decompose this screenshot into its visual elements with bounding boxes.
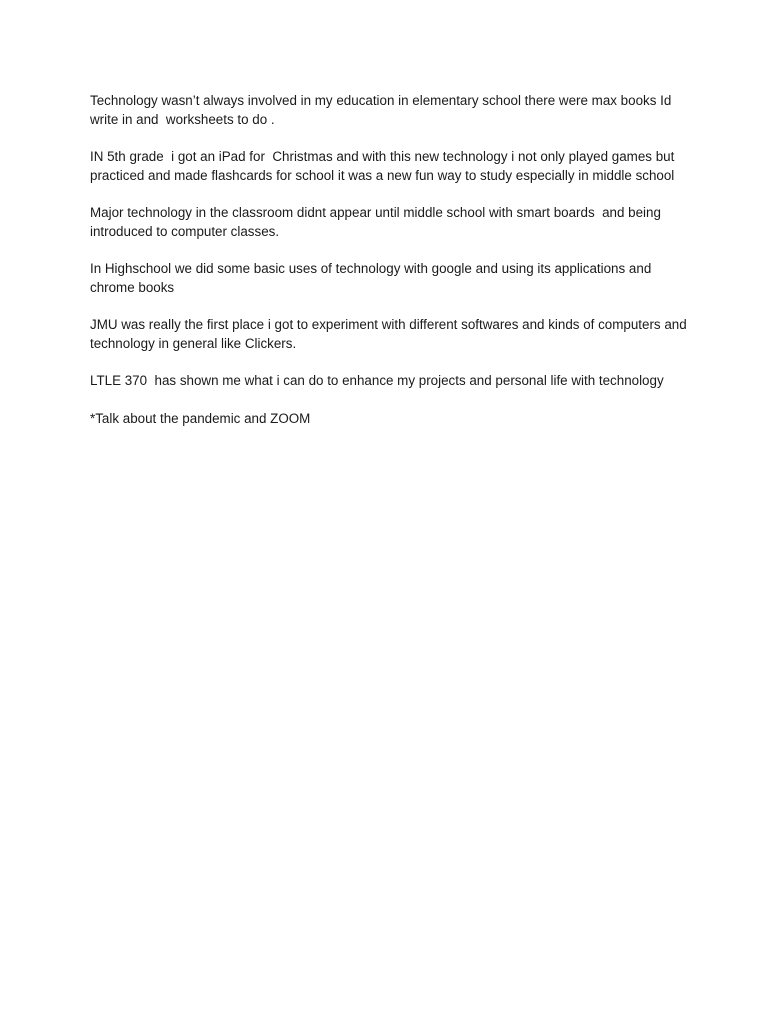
- paragraph-middle-school: Major technology in the classroom didnt appear until middle school with smart boards and being introduced to computer classes.: [90, 205, 665, 239]
- paragraph-pandemic-note: *Talk about the pandemic and ZOOM: [90, 410, 311, 426]
- document-body: [90, 92, 690, 447]
- paragraph-ltle-370: LTLE 370 has shown me what i can do to enhance my projects and personal life with technology: [90, 373, 664, 389]
- paragraph-5th-grade: IN 5th grade i got an iPad for Christmas and with this new technology i not only played games but practiced and made flashcards for school it was a new fun way to study especially in middle school: [90, 149, 679, 183]
- paragraph-highschool: In Highschool we did some basic uses of technology with google and using its applications and chrome books: [90, 261, 655, 295]
- paragraph-elementary-school: Technology wasn’t always involved in my education in elementary school there were max books Id write in and worksheets to do .: [90, 93, 676, 127]
- paragraph-jmu: JMU was really the first place i got to experiment with different softwares and kinds of computers and technology in general like Clickers.: [90, 317, 691, 352]
